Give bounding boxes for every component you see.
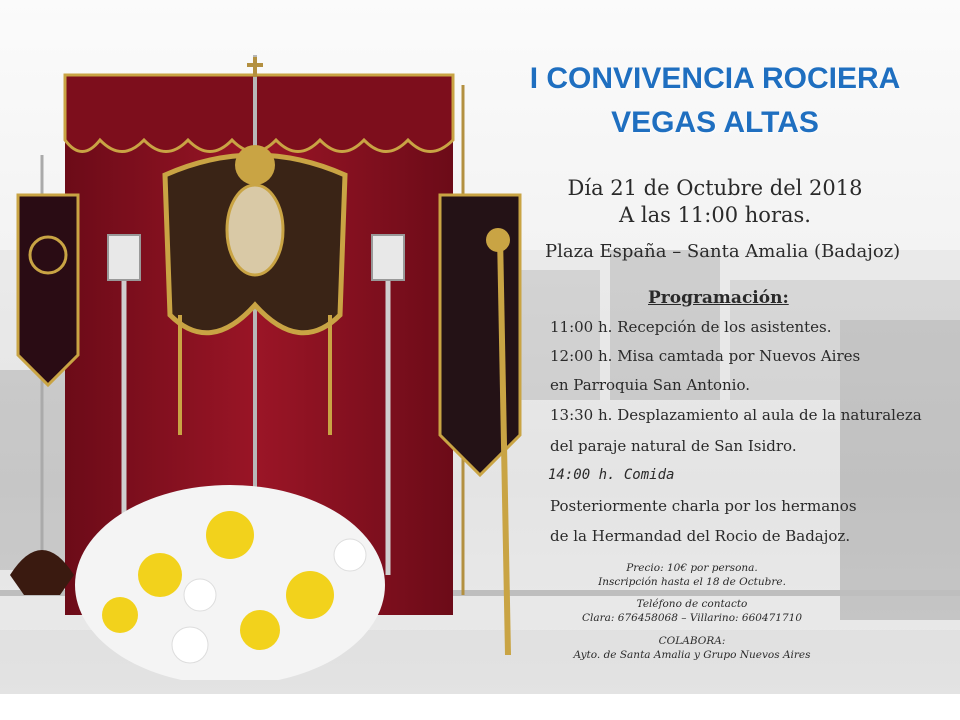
programme-item: 12:00 h. Misa camtada por Nuevos Aires <box>550 347 861 365</box>
programme-heading: Programación: <box>648 288 789 308</box>
programme-item: en Parroquia San Antonio. <box>550 376 751 394</box>
title-line-2: VEGAS ALTAS <box>611 106 819 139</box>
flower-arrangement <box>75 485 385 680</box>
programme-item: 11:00 h. Recepción de los asistentes. <box>550 318 832 336</box>
price-info: Precio: 10€ por persona. <box>626 562 758 574</box>
programme-item: Posteriormente charla por los hermanos <box>550 497 857 515</box>
title-line-1: I CONVIVENCIA ROCIERA <box>529 62 901 95</box>
bottom-margin <box>0 694 960 720</box>
event-date: Día 21 de Octubre del 2018 <box>567 176 863 200</box>
registration-deadline: Inscripción hasta el 18 de Octubre. <box>598 576 786 588</box>
contact-numbers: Clara: 676458068 – Villarino: 660471710 <box>581 612 803 624</box>
event-time: A las 11:00 horas. <box>619 203 811 227</box>
simpecado-display <box>0 55 530 680</box>
sponsor-label: COLABORA: <box>658 635 726 647</box>
programme-item: 14:00 h. Comida <box>548 467 675 483</box>
programme-item: de la Hermandad del Rocio de Badajoz. <box>550 527 851 545</box>
contact-label: Teléfono de contacto <box>636 598 748 610</box>
programme-item: 13:30 h. Desplazamiento al aula de la naturaleza <box>550 406 922 424</box>
event-place: Plaza España – Santa Amalia (Badajoz) <box>545 241 901 262</box>
sponsor-names: Ayto. de Santa Amalia y Grupo Nuevos Aires <box>573 649 811 661</box>
programme-item: del paraje natural de San Isidro. <box>550 437 797 455</box>
